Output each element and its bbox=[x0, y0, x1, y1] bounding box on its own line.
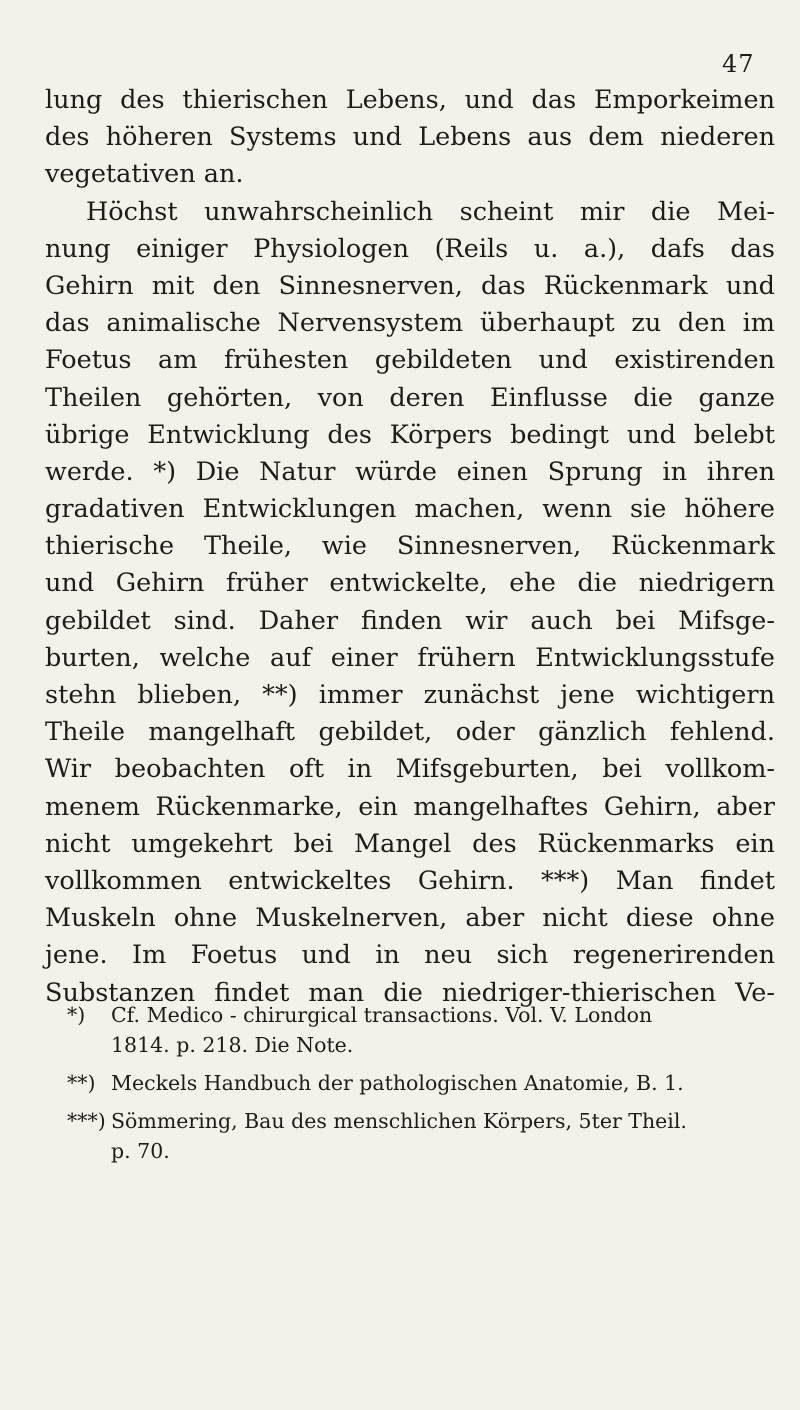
footnote-mark: ***) bbox=[67, 1109, 106, 1133]
footnote-continuation: 1814. p. 218. Die Note. bbox=[111, 1033, 354, 1057]
footnote-text: Meckels Handbuch der pathologischen Anatomie, B. 1. bbox=[111, 1071, 684, 1095]
footnote bbox=[45, 1106, 785, 1136]
text-line: das animalische Nervensystem überhaupt zu den im bbox=[45, 308, 775, 339]
page-number: 47 bbox=[722, 50, 755, 78]
text-line: Gehirn mit den Sinnesnerven, das Rückenmark und bbox=[45, 270, 775, 301]
text-line: stehn blieben, **) immer zunächst jene wichtigern bbox=[45, 680, 775, 710]
text-line: des höheren Systems und Lebens aus dem niederen bbox=[45, 122, 775, 153]
text-line: gradativen Entwicklungen machen, wenn sie höhere bbox=[45, 494, 775, 525]
text-line: burten, welche auf einer frühern Entwicklungsstufe bbox=[45, 642, 775, 673]
text-line: vollkommen entwickeltes Gehirn. ***) Man findet bbox=[45, 865, 775, 896]
text-line: Substanzen findet man die niedriger-thierischen Ve- bbox=[45, 977, 775, 1008]
body-text bbox=[45, 82, 775, 1012]
text-line: vegetativen an. bbox=[45, 159, 244, 190]
text-line: nung einiger Physiologen (Reils u. a.), dafs das bbox=[45, 233, 775, 264]
footnote bbox=[45, 1068, 785, 1098]
footnote-text: Cf. Medico - chirurgical transactions. Vol. V. London bbox=[111, 1003, 653, 1027]
footnote-continuation: p. 70. bbox=[111, 1139, 170, 1163]
text-line: gebildet sind. Daher finden wir auch bei Mifsge- bbox=[45, 605, 775, 636]
footnote-mark: *) bbox=[67, 1003, 86, 1027]
text-line: Höchst unwahrscheinlich scheint mir die Mei- bbox=[86, 196, 775, 227]
text-line: lung des thierischen Lebens, und das Emporkeimen bbox=[45, 85, 775, 115]
footnotes bbox=[45, 1000, 785, 1166]
footnote-text: Sömmering, Bau des menschlichen Körpers, 5ter Theil. bbox=[111, 1109, 687, 1133]
text-line: Theile mangelhaft gebildet, oder gänzlich fehlend. bbox=[45, 717, 775, 748]
text-line: nicht umgekehrt bei Mangel des Rückenmarks ein bbox=[45, 828, 775, 859]
text-line: und Gehirn früher entwickelte, ehe die niedrigern bbox=[45, 568, 775, 599]
text-line: jene. Im Foetus und in neu sich regenerirenden bbox=[45, 940, 775, 971]
text-line: thierische Theile, wie Sinnesnerven, Rückenmark bbox=[45, 531, 775, 562]
text-line: Theilen gehörten, von deren Einflusse die ganze bbox=[45, 382, 775, 413]
text-line: übrige Entwicklung des Körpers bedingt und belebt bbox=[45, 419, 775, 450]
text-line: Wir beobachten oft in Mifsgeburten, bei vollkom- bbox=[45, 754, 775, 785]
footnote-mark: **) bbox=[67, 1071, 96, 1095]
text-line: menem Rückenmarke, ein mangelhaftes Gehirn, aber bbox=[45, 791, 775, 822]
footnote bbox=[45, 1000, 785, 1030]
text-line: Foetus am frühesten gebildeten und existirenden bbox=[45, 345, 775, 376]
text-line: werde. *) Die Natur würde einen Sprung in ihren bbox=[45, 456, 775, 487]
text-line: Muskeln ohne Muskelnerven, aber nicht diese ohne bbox=[45, 903, 775, 934]
